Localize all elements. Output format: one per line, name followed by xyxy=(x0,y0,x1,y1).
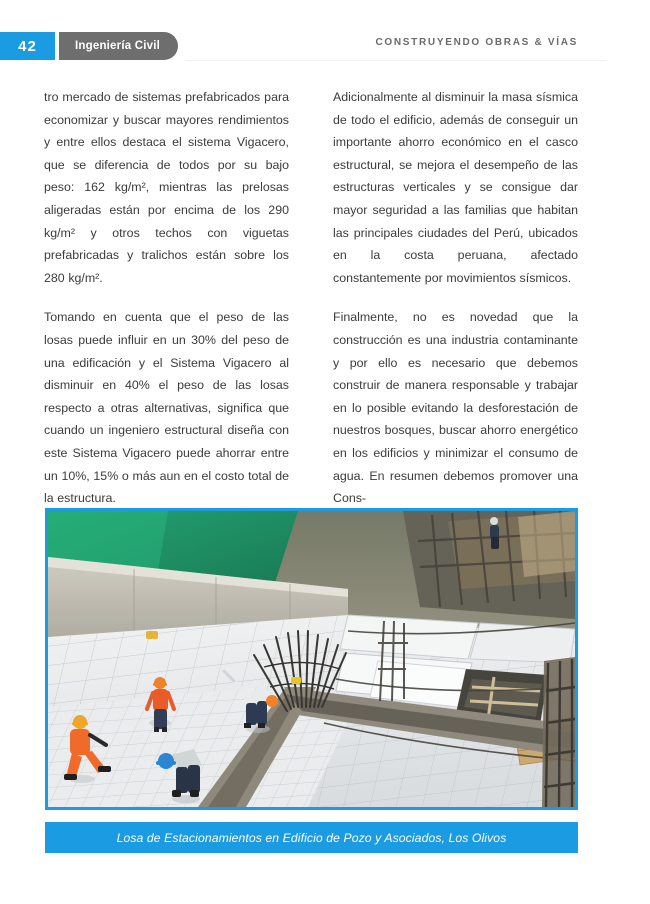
paragraph: tro mercado de sistemas prefabricados para economizar y buscar mayores rendimientos y entre ellos destaca el sistema Vigacero, que se diferencia de todos por su bajo peso: 162 kg/m², mientras las prelosas aligeradas están por encima de los 290 kg/m² y otros techos con viguetas prefabricadas y tralichos están sobre los 280 kg/m². xyxy=(44,90,289,285)
header-rule xyxy=(186,60,606,61)
page-header xyxy=(0,32,650,60)
body-columns xyxy=(44,86,578,510)
figure xyxy=(45,508,578,810)
figure-caption-text: Losa de Estacionamientos en Edificio de Pozo y Asociados, Los Olivos xyxy=(116,830,507,845)
paragraph: Finalmente, no es novedad que la construcción es una industria contaminante y por ello es necesario que debemos construir de manera responsable y trabajar en lo posible evitando la desforestación de nuestros bosques, buscar ahorro energético en los edificios y minimizar el consumo de agua. En resumen debemos promover una Cons- xyxy=(333,310,578,506)
column-right xyxy=(333,86,578,510)
construction-site-photo xyxy=(48,511,575,807)
paragraph: Adicionalmente al disminuir la masa sísmica de todo el edificio, además de conseguir un importante ahorro económico en el casco estructural, se mejora el desempeño de las estructuras verticales y se consigue dar mayor seguridad a las familias que habitan las principales ciudades del Perú, ubicados en la costa peruana, afectado constantemente por movimientos sísmicos. xyxy=(333,90,578,285)
section-tab: Ingeniería Civil xyxy=(59,32,178,60)
column-left xyxy=(44,86,289,510)
running-head: CONSTRUYENDO OBRAS & VÍAS xyxy=(375,37,578,48)
figure-caption-bar xyxy=(45,822,578,853)
photo-frame xyxy=(45,508,578,810)
page-number-badge: 42 xyxy=(0,32,55,60)
paragraph: Tomando en cuenta que el peso de las losas puede influir en un 30% del peso de una edificación y el Sistema Vigacero al disminuir en 40% el peso de las losas respecto a otras alternativas, significa que cuando un ingeniero estructural diseña con este Sistema Vigacero puede ahorrar entre un 10%, 15% o más aun en el costo total de la estructura. xyxy=(44,310,289,506)
